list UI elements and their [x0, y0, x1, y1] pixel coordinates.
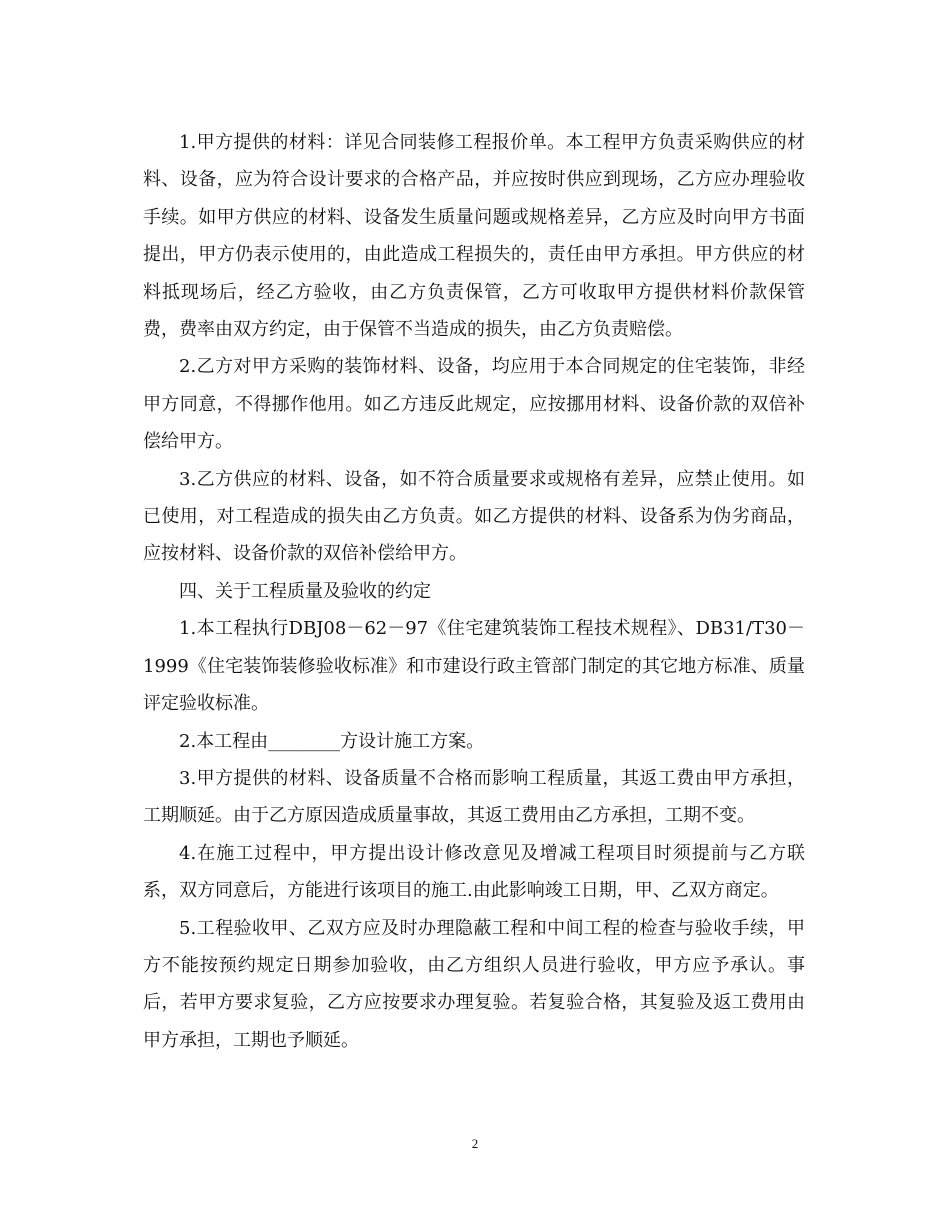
section-heading-quality-acceptance: 四、关于工程质量及验收的约定 [179, 580, 431, 602]
paragraph-standards: 1.本工程执行DBJ08－62－97《住宅建筑装饰工程技术规程》、DB31/T30－1999《住宅装饰装修验收标准》和市建设行政主管部门制定的其它地方标准、质量评定验收标准。 [143, 618, 805, 715]
paragraph-design-changes: 4.在施工过程中，甲方提出设计修改意见及增减工程项目时须提前与乙方联系，双方同意后，方能进行该项目的施工.由此影响竣工日期，甲、乙双方商定。 [143, 842, 805, 902]
paragraph-materials-supplied-by-party-a: 1.甲方提供的材料：详见合同装修工程报价单。本工程甲方负责采购供应的材料、设备，应为符合设计要求的合格产品，并应按时供应到现场，乙方应办理验收手续。如甲方供应的材料、设备发生质量问题或规格差异，乙方应及时向甲方书面提出，甲方仍表示使用的，由此造成工程损失的，责任由甲方承担。甲方供应的材料抵现场后，经乙方验收，由乙方负责保管，乙方可收取甲方提供材料价款保管费，费率由双方约定，由于保管不当造成的损失，由乙方负责赔偿。 [143, 132, 805, 341]
page-number: 2 [471, 1136, 479, 1151]
document-body [143, 124, 805, 1059]
paragraph-design-party: 2.本工程由________方设计施工方案。 [179, 730, 485, 752]
paragraph-materials-use-restriction: 2.乙方对甲方采购的装饰材料、设备，均应用于本合同规定的住宅装饰，非经甲方同意，不得挪作他用。如乙方违反此规定，应按挪用材料、设备价款的双倍补偿给甲方。 [143, 356, 805, 453]
paragraph-inspection-acceptance: 5.工程验收甲、乙双方应及时办理隐蔽工程和中间工程的检查与验收手续，甲方不能按预约规定日期参加验收，由乙方组织人员进行验收，甲方应予承认。事后，若甲方要求复验，乙方应按要求办理复验。若复验合格，其复验及返工费用由甲方承担，工期也予顺延。 [143, 917, 805, 1051]
paragraph-materials-supplied-by-party-b: 3.乙方供应的材料、设备，如不符合质量要求或规格有差异，应禁止使用。如已使用，对工程造成的损失由乙方负责。如乙方提供的材料、设备系为伪劣商品，应按材料、设备价款的双倍补偿给甲方。 [143, 468, 805, 565]
paragraph-rework-cost: 3.甲方提供的材料、设备质量不合格而影响工程质量，其返工费由甲方承担，工期顺延。由于乙方原因造成质量事故，其返工费用由乙方承担，工期不变。 [143, 767, 805, 827]
